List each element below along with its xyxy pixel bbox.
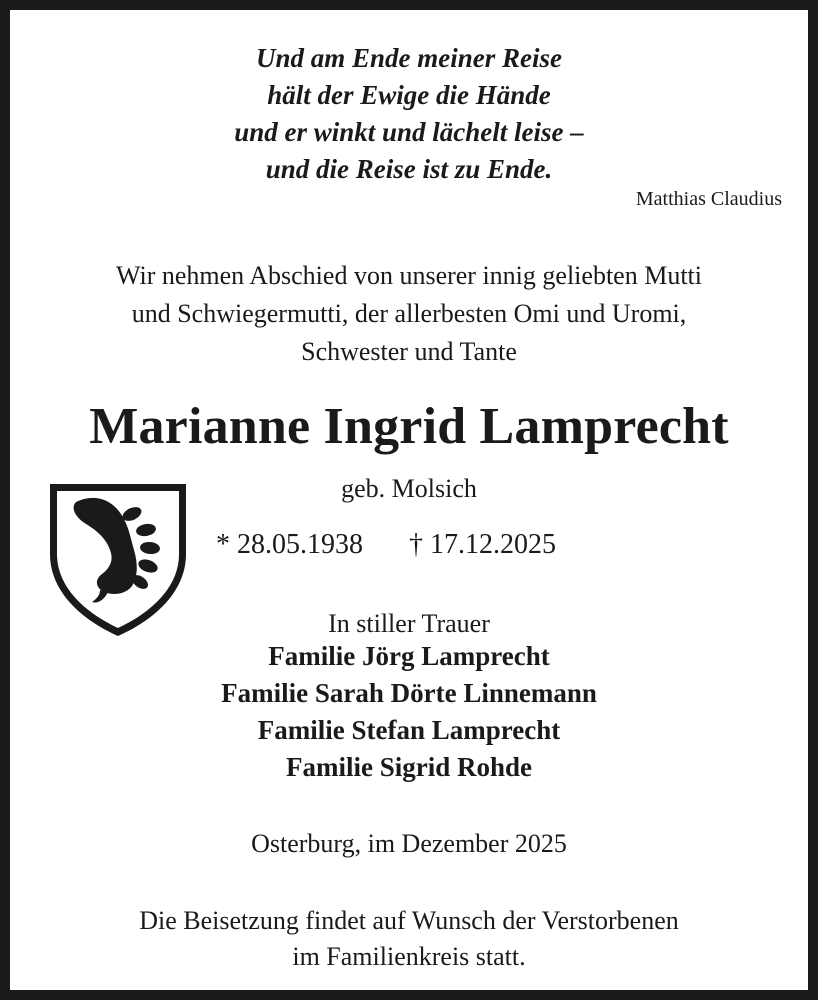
family-name: Familie Stefan Lamprecht xyxy=(257,715,561,745)
burial-line: Die Beisetzung findet auf Wunsch der Verstorbenen xyxy=(139,906,679,935)
deceased-name: Marianne Ingrid Lamprecht xyxy=(89,398,729,455)
poem-quote xyxy=(10,40,808,188)
family-name: Familie Jörg Lamprecht xyxy=(268,641,550,671)
death-date: † 17.12.2025 xyxy=(409,529,556,560)
life-dates xyxy=(216,528,556,562)
farewell-line: Schwester und Tante xyxy=(301,337,517,366)
farewell-text xyxy=(10,257,808,371)
mourner-families xyxy=(10,638,808,786)
maiden-name: geb. Molsich xyxy=(341,474,477,503)
birth-date: * 28.05.1938 xyxy=(216,529,363,560)
burial-notice xyxy=(10,903,808,975)
farewell-line: Wir nehmen Abschied von unserer innig geliebten Mutti xyxy=(116,261,702,290)
family-name: Familie Sigrid Rohde xyxy=(285,752,532,782)
poem-author: Matthias Claudius xyxy=(635,188,782,210)
burial-line: im Familienkreis statt. xyxy=(292,942,526,971)
place-date: Osterburg, im Dezember 2025 xyxy=(251,829,567,858)
mourning-intro: In stiller Trauer xyxy=(328,609,490,638)
family-name: Familie Sarah Dörte Linnemann xyxy=(221,678,597,708)
poem-line: und er winkt und lächelt leise – xyxy=(234,117,584,147)
poem-line: Und am Ende meiner Reise xyxy=(255,43,562,73)
poem-line: und die Reise ist zu Ende. xyxy=(265,154,553,184)
poem-line: hält der Ewige die Hände xyxy=(267,80,551,110)
farewell-line: und Schwiegermutti, der allerbesten Omi und Uromi, xyxy=(131,299,687,328)
obituary-notice xyxy=(10,10,808,990)
